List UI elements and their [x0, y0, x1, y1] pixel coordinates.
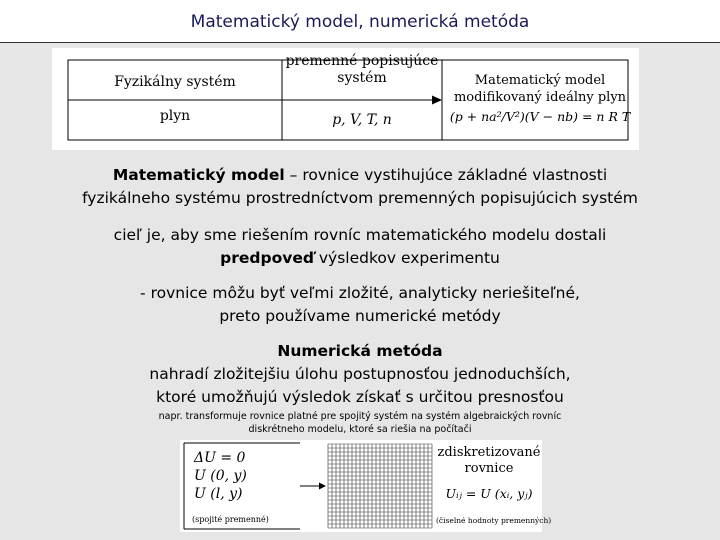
arrow-head-icon	[432, 96, 442, 105]
arrow-label-top-1: premenné popisujúce	[285, 53, 439, 69]
left-caption: (spojité premenné)	[192, 515, 269, 524]
box2-title: Matematický model	[474, 73, 606, 88]
right-equation: Uᵢⱼ = U (xᵢ, yⱼ)	[445, 486, 533, 501]
right-caption: (čiselné hodnoty premenných)	[436, 516, 552, 525]
eq-boundary-2: U (l, y)	[194, 486, 243, 502]
note-line-2: preto používame numerické metódy	[219, 307, 501, 325]
numeric-line-2: ktoré umožňujú výsledok získať s určitou presnosťou	[156, 388, 564, 406]
example-line-2: diskrétneho modelu, ktoré sa riešia na počítači	[248, 424, 472, 435]
definition-term: Matematický model	[112, 166, 285, 184]
numeric-heading: Numerická metóda	[277, 342, 443, 360]
right-title-2: rovnice	[464, 461, 514, 476]
arrow-label-top-2: systém	[337, 70, 387, 86]
box1-subtitle: plyn	[159, 108, 191, 124]
goal-text: výsledkov experimentu	[313, 249, 500, 267]
numeric-line-1: nahradí zložitejšiu úlohu postupnosťou jednoduchších,	[149, 365, 571, 383]
eq-laplace: ΔU = 0	[194, 450, 246, 466]
definition-text: – rovnice vystihujúce základné vlastnosti	[284, 166, 608, 184]
goal-line-2	[20, 247, 700, 270]
example-line-1: napr. transformuje rovnice platné pre spojitý systém na systém algebraických rovníc	[158, 411, 562, 422]
model-diagram	[52, 48, 639, 150]
right-title-1: zdiskretizované	[437, 445, 541, 460]
box1-title: Fyzikálny systém	[114, 74, 236, 90]
goal-term: predpoveď	[220, 249, 314, 267]
box2-subtitle: modifikovaný ideálny plyn	[453, 90, 627, 105]
goal-line-1: cieľ je, aby sme riešením rovníc matematického modelu dostali	[113, 226, 607, 244]
arrow-label-bottom: p, V, T, n	[332, 112, 392, 128]
box2-equation: (p + na²/V²)(V − nb) = n R T	[449, 109, 631, 124]
transform-arrow-head-icon	[319, 483, 326, 490]
title-bar	[0, 0, 720, 43]
definition-line-2: fyzikálneho systému prostredníctvom premenných popisujúcich systém	[82, 189, 638, 207]
definition-line-1	[20, 164, 700, 187]
discretization-diagram	[180, 440, 552, 532]
note-line-1: - rovnice môžu byť veľmi zložité, analyticky neriešiteľné,	[140, 284, 580, 302]
eq-boundary-1: U (0, y)	[194, 468, 247, 484]
slide-title: Matematický model, numerická metóda	[190, 12, 530, 32]
discrete-grid-icon	[328, 444, 432, 528]
grid-lines	[328, 444, 432, 528]
